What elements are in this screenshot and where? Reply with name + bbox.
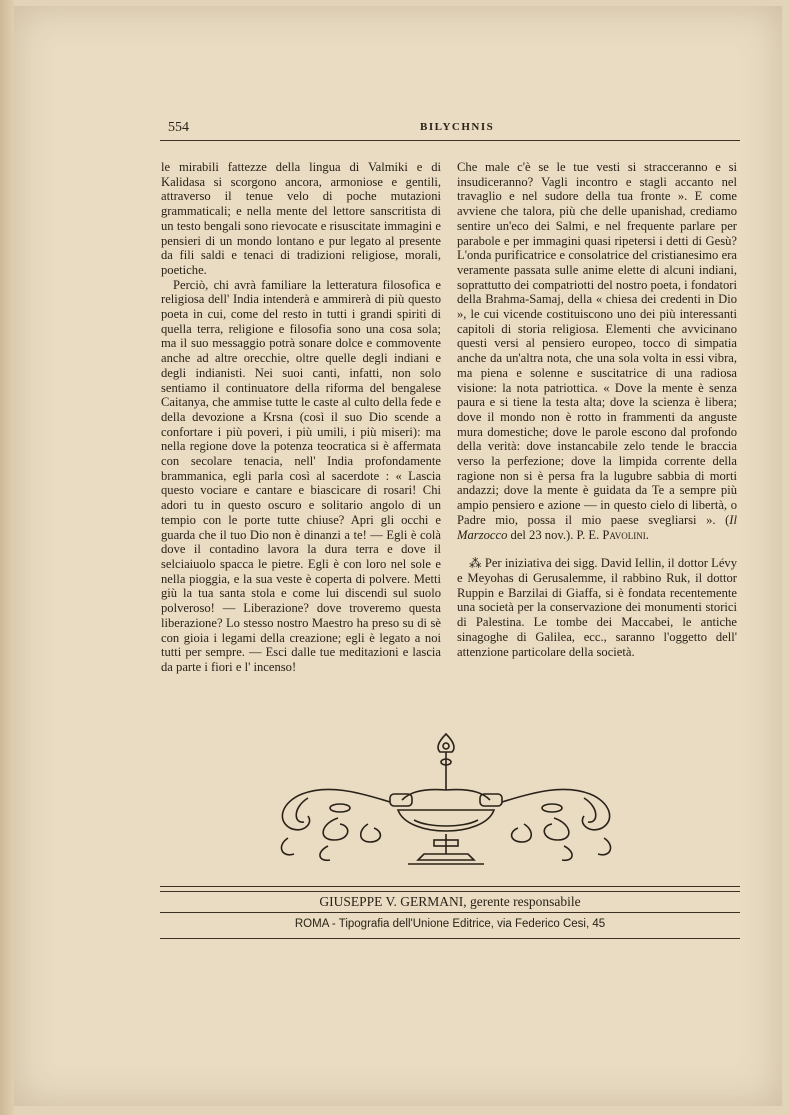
footer-bottom-rule	[160, 938, 740, 939]
asterism-icon: ⁂	[469, 556, 482, 571]
news-item	[457, 556, 737, 659]
left-column	[161, 160, 441, 675]
footer-printer: ROMA - Tipografia dell'Unione Editrice, via Federico Cesi, 45	[294, 918, 606, 930]
right-paragraph-1-text: Che male c'è se le tue vesti si stracceranno e si insudiceranno? Vagli incontro e stagli accanto nel travaglio e nel sudore della tua fronte ». E come avviene che talora, più che delle upanishad, crediamo sentire un'eco dei Salmi, e nel frequente parlare per parabole e per immagini quasi ripetersi i detti di Gesù? L'onda purificatrice e consolatrice del cristianesimo era veramente passata sulle anime elette di alcuni indiani, soprattutto dei compatriotti del nostro poeta, i fondatori della Brahma-Samaj, della « chiesa dei credenti in Dio », le cui vicende costituiscono uno dei più interessanti capitoli di storia religiosa. Elementi che avvicinano questi versi al pensiero europeo, tocco di simpatia anche da un'altra nota, che una sola volta in essi vibra, ma piena e solenne e suscitatrice di una radiosa visione: la nota patriottica. « Dove la mente è senza paura e si tiene la testa alta; dove la scienza è libera; dove il mondo non è rotto in frammenti da anguste mura domestiche; dove le parole escono dal profondo della verità: dove instancabile zelo tende le braccia verso la perfezione; dove la limpida corrente della ragione non si è persa fra la lugubre sabbia di morti andazzi; dove la mente è guidata da Te a sempre più ampio pensiero e azione — in questo cielo di libertà, o Padre mio, possa il mio paese svegliarsi ». (	[457, 160, 737, 527]
right-column	[457, 160, 737, 659]
journal-title: BILYCHNIS	[420, 121, 495, 133]
page-edge	[0, 0, 14, 1115]
left-paragraph-2: Perciò, chi avrà familiare la letteratura filosofica e religiosa dell' India intenderà e ammirerà di più questo poeta in cui, come del resto in tutti i grandi spiriti di quella terra, religione e filosofia sono una cosa sola; ma il suo messaggio potrà sonare dolce e commovente anche ad altre orecchie, oltre quelle degli indiani e degli indianisti. Nei suoi canti, infatti, non solo sentiamo il continuatore della riforma del bengalese Caitanya, che ammise tutte le caste al culto della fede e della devozione a Krsna (così il suo Dio scende a confortare i più poveri, i più umili, i più miseri): ma nella regione dove la potenza teocratica si è affermata con secolare tenacia, nell' India profondamente brammanica, egli parla così al sacerdote : « Lascia questo vociare e cantare e biascicare di rosari! Chi adori tu in questo oscuro e solitario angolo di un tempio con le porte tutte chiuse? Apri gli occhi e guarda che il tuo Dio non è dinanzi a te! — Egli è colà dove il contadino lavora la dura terra e dove il selciaiuolo spacca le pietre. Egli è con loro nel sole e nella pioggia, e la sua veste è coperta di polvere. Metti giù la tua santa stola e come lui discendi sul suolo polveroso! — Liberazione? dove troveremo questa liberazione? Lo stesso nostro Maestro ha preso su di sè con gioia i legami della creazione; egli è legato a noi tutti per sempre. — Esci dalle tue meditazioni e lascia da parte i fiori e l' incenso!	[161, 277, 441, 674]
news-item-text: Per iniziativa dei sigg. David Iellin, il dottor Lévy e Meyohas di Gerusalemme, il rabbino Ruk, il dottor Ruppin e Barzilai di Giaffa, si è fondata recentemente una società per la conservazione dei monumenti storici di Palestina. Le tombe dei Maccabei, le antiche sinagoghe di Galilea, ecc., saranno l'oggetto dell' attenzione particolare della società.	[457, 556, 738, 659]
right-paragraph-1	[457, 160, 737, 542]
source-date: del 23 nov.). P. E.	[507, 527, 603, 542]
author-signature: Pavolini.	[602, 527, 649, 542]
running-header	[160, 118, 740, 141]
footer-divider	[160, 912, 740, 913]
source-title: Il Marzocco	[457, 512, 737, 542]
left-paragraph-1: le mirabili fattezze della lingua di Valmiki e di Kalidasa si scorgono ancora, armoniose e gentili, attraverso il tenue velo di poche mutazioni grammaticali; e nella mente del lettore sanscritista di un testo bengali sono rievocate e risuscitate immagini e pensieri di un mondo lontano e pur legato al presente da fili saldi e tenaci di tradizioni religiose, morali, poetiche.	[161, 160, 441, 277]
oil-lamp-ornament-icon	[268, 728, 624, 878]
footer-gerente: GIUSEPPE V. GERMANI, gerente responsabile	[319, 894, 581, 909]
footer-double-rule	[160, 886, 740, 892]
page-number: 554	[168, 120, 189, 135]
